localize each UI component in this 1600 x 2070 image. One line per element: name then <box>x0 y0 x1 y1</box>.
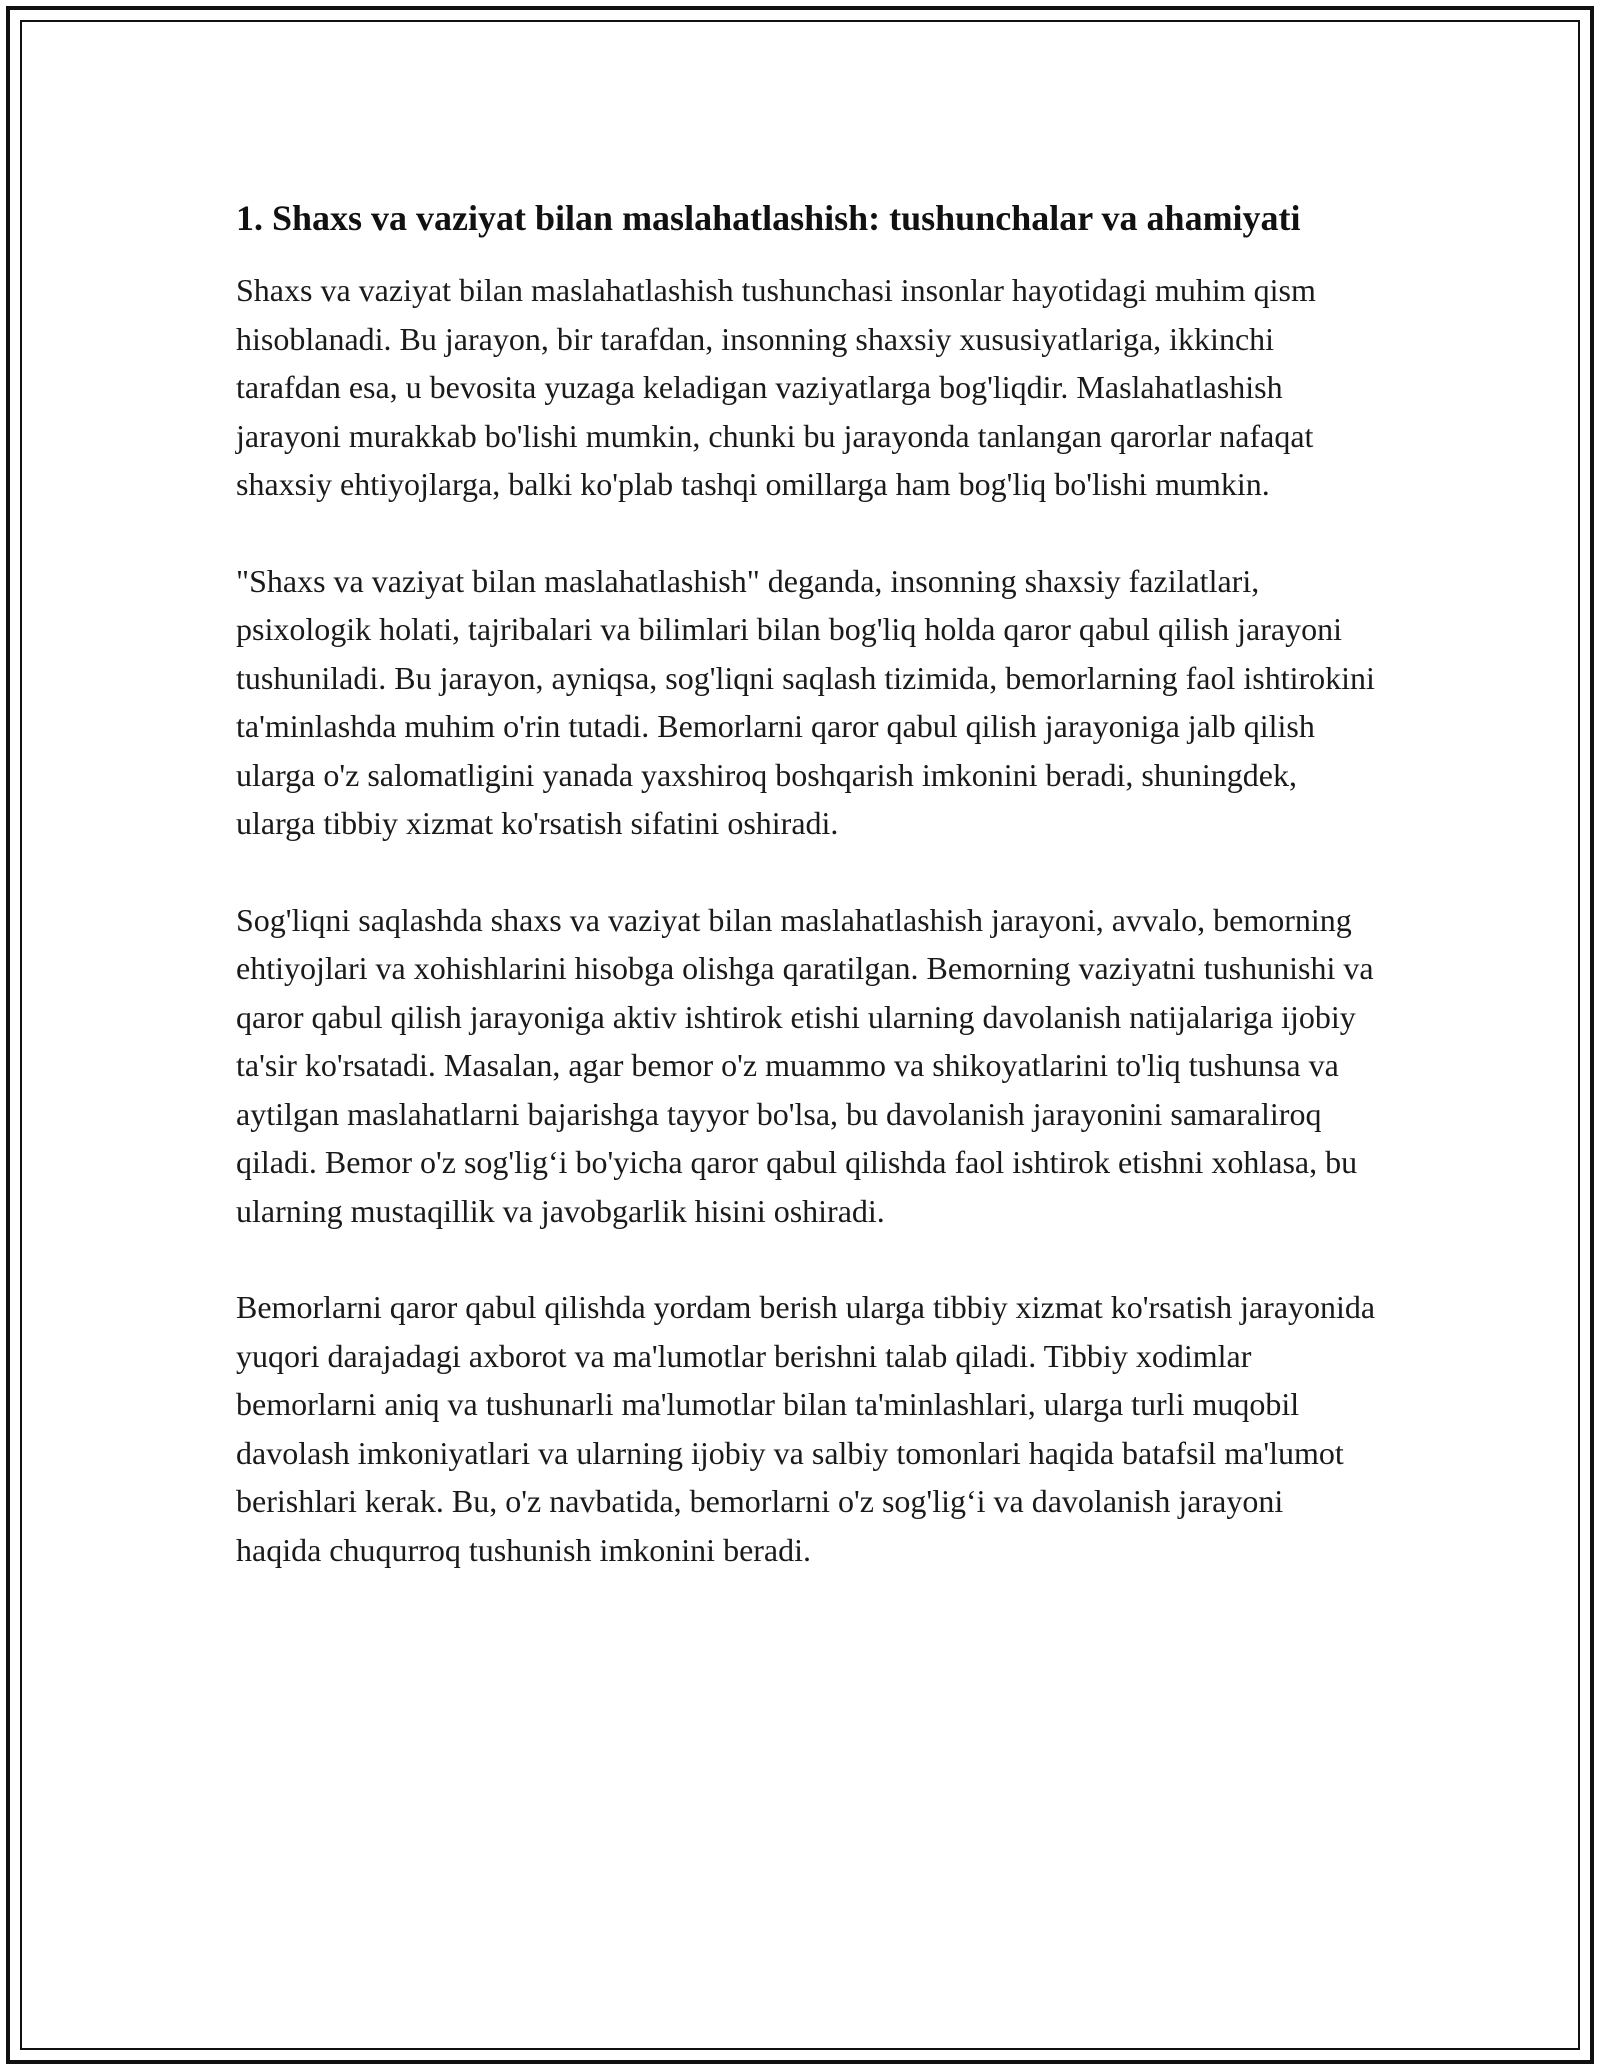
paragraph-3: Sog'liqni saqlashda shaxs va vaziyat bilan maslahatlashish jarayoni, avvalo, bemorning ehtiyojlari va xohishlarini hisobga olishga qaratilgan. Bemorning vaziyatni tushunishi va qaror qabul qilish jarayoniga aktiv ishtirok etishi ularning davolanish natijalariga ijobiy ta'sir ko'rsatadi. Masalan, agar bemor o'z muammo va shikoyatlarini to'liq tushunsa va aytilgan maslahatlarni bajarishga tayyor bo'lsa, bu davolanish jarayonini samaraliroq qiladi. Bemor o'z sog'lig‘i bo'yicha qaror qabul qilishda faol ishtirok etishni xohlasa, bu ularning mustaqillik va javobgarlik hisini oshiradi. <box>236 901 1374 1229</box>
paragraph-1: Shaxs va vaziyat bilan maslahatlashish tushunchasi insonlar hayotidagi muhim qism hisoblanadi. Bu jarayon, bir tarafdan, insonning shaxsiy xususiyatlariga, ikkinchi tarafdan esa, u bevosita yuzaga keladigan vaziyatlarga bog'liqdir. Maslahatlashish jarayoni murakkab bo'lishi mumkin, chunki bu jarayonda tanlangan qarorlar nafaqat shaxsiy ehtiyojlarga, balki ko'plab tashqi omillarga ham bog'liq bo'lishi mumkin. <box>236 272 1316 502</box>
paragraph-2: "Shaxs va vaziyat bilan maslahatlashish" deganda, insonning shaxsiy fazilatlari, psixologik holati, tajribalari va bilimlari bilan bog'liq holda qaror qabul qilish jarayoni tushuniladi. Bu jarayon, ayniqsa, sog'liqni saqlash tizimida, bemorlarning faol ishtirokini ta'minlashda muhim o'rin tutadi. Bemorlarni qaror qabul qilish jarayoniga jalb qilish ularga o'z salomatligini yanada yaxshiroq boshqarish imkonini beradi, shuningdek, ularga tibbiy xizmat ko'rsatish sifatini oshiradi. <box>236 562 1375 841</box>
paragraph-4: Bemorlarni qaror qabul qilishda yordam berish ularga tibbiy xizmat ko'rsatish jarayonida yuqori darajadagi axborot va ma'lumotlar berishni talab qiladi. Tibbiy xodimlar bemorlarni aniq va tushunarli ma'lumotlar bilan ta'minlashlari, ularga turli muqobil davolash imkoniyatlari va ularning ijobiy va salbiy tomonlari haqida batafsil ma'lumot berishlari kerak. Bu, o'z navbatida, bemorlarni o'z sog'lig‘i va davolanish jarayoni haqida chuqurroq tushunish imkonini beradi. <box>236 1289 1376 1568</box>
document-body <box>236 190 1376 1574</box>
section-heading: 1. Shaxs va vaziyat bilan maslahatlashish: tushunchalar va ahamiyati <box>236 198 1301 238</box>
